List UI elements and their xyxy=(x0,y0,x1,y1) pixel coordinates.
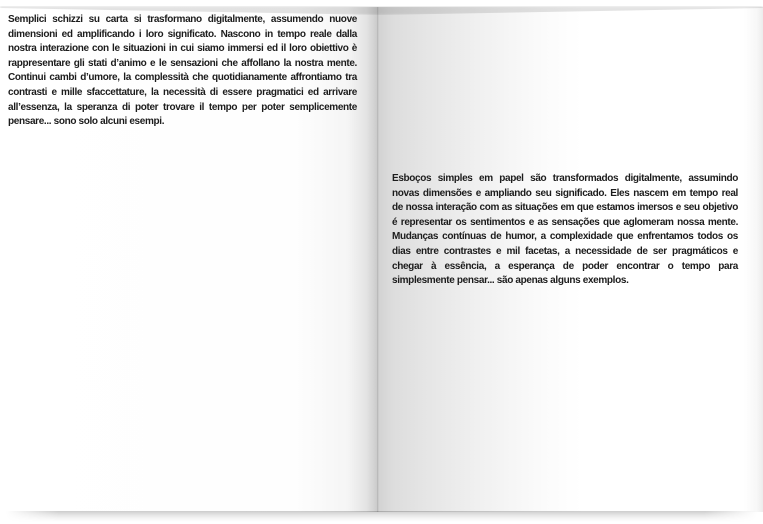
page-bottom-shadow xyxy=(6,511,757,522)
right-page xyxy=(378,7,763,512)
left-page xyxy=(0,7,378,512)
right-page-paragraph: Esboços simples em papel são transformados digitalmente, assumindo novas dimensões e ampliando seu significado. Eles nascem em tempo real de nossa interação com as situações em que estamos imersos e seu objetivo é representar os sentimentos e as sensações que aglomeram nossa mente. Mudanças contínuas de humor, a complexidade que enfrentamos todos os dias entre contrastes e mil facetas, a necessidade de ser pragmáticos e chegar à essência, a esperança de poder encontrar o tempo para simplesmente pensar... são apenas alguns exemplos. xyxy=(392,173,738,287)
left-page-paragraph: Semplici schizzi su carta si trasformano digitalmente, assumendo nuove dimensioni ed amplificando i loro significato. Nascono in tempo reale dalla nostra interazione con le situazioni in cui siamo immersi ed il loro obiettivo è rappresentare gli stati d’animo e le sensazioni che affollano la nostra mente. Continui cambi d’umore, la complessità che quotidianamente affrontiamo tra contrasti e mille sfaccettature, la necessità di essere pragmatici ed arrivare all’essenza, la speranza di poter trovare il tempo per poter semplicemente pensare... sono solo alcuni esempi. xyxy=(8,14,357,128)
book-spread xyxy=(0,7,763,512)
page-gutter-fold xyxy=(377,7,379,512)
